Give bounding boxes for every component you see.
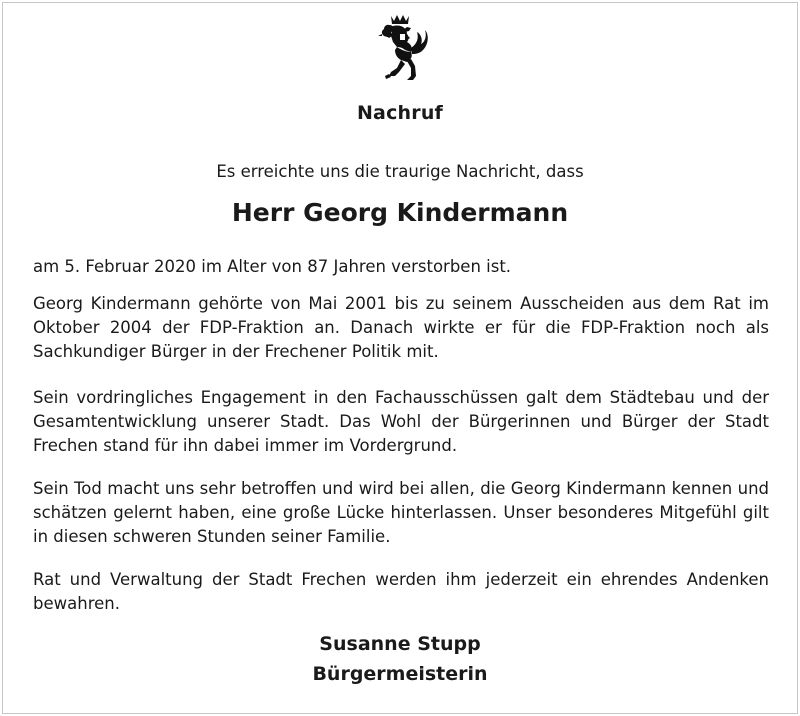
signature-name: Susanne Stupp	[319, 633, 481, 655]
paragraph-engagement: Sein vordringliches Engagement in den Fachausschüssen galt dem Städtebau und der Gesamtentwicklung unserer Stadt. Das Wohl der Bürgerinnen und Bürger der Stadt Frechen stand für ihn dabei immer im Vordergrund.	[33, 388, 769, 455]
lion-rampant-crest-icon	[367, 14, 433, 84]
intro-line: Es erreichte uns die traurige Nachricht, dass	[216, 162, 584, 181]
paragraph-remembrance: Rat und Verwaltung der Stadt Frechen werden ihm jederzeit ein ehrendes Andenken bewahren.	[33, 570, 769, 613]
paragraph-career: Georg Kindermann gehörte von Mai 2001 bis zu seinem Ausscheiden aus dem Rat im Oktober 2004 der FDP-Fraktion an. Danach wirkte er für die FDP-Fraktion noch als Sachkundiger Bürger in der Frechener Politik mit.	[33, 294, 769, 361]
notice-heading: Nachruf	[356, 102, 444, 124]
deceased-name: Herr Georg Kindermann	[231, 198, 569, 227]
paragraph-death-date: am 5. Februar 2020 im Alter von 87 Jahren verstorben ist.	[33, 257, 512, 276]
signature-title: Bürgermeisterin	[312, 663, 488, 685]
paragraph-condolence: Sein Tod macht uns sehr betroffen und wird bei allen, die Georg Kindermann kennen und schätzen gelernt haben, eine große Lücke hinterlassen. Unser besonderes Mitgefühl gilt in diesen schweren Stunden seiner Familie.	[33, 479, 769, 546]
